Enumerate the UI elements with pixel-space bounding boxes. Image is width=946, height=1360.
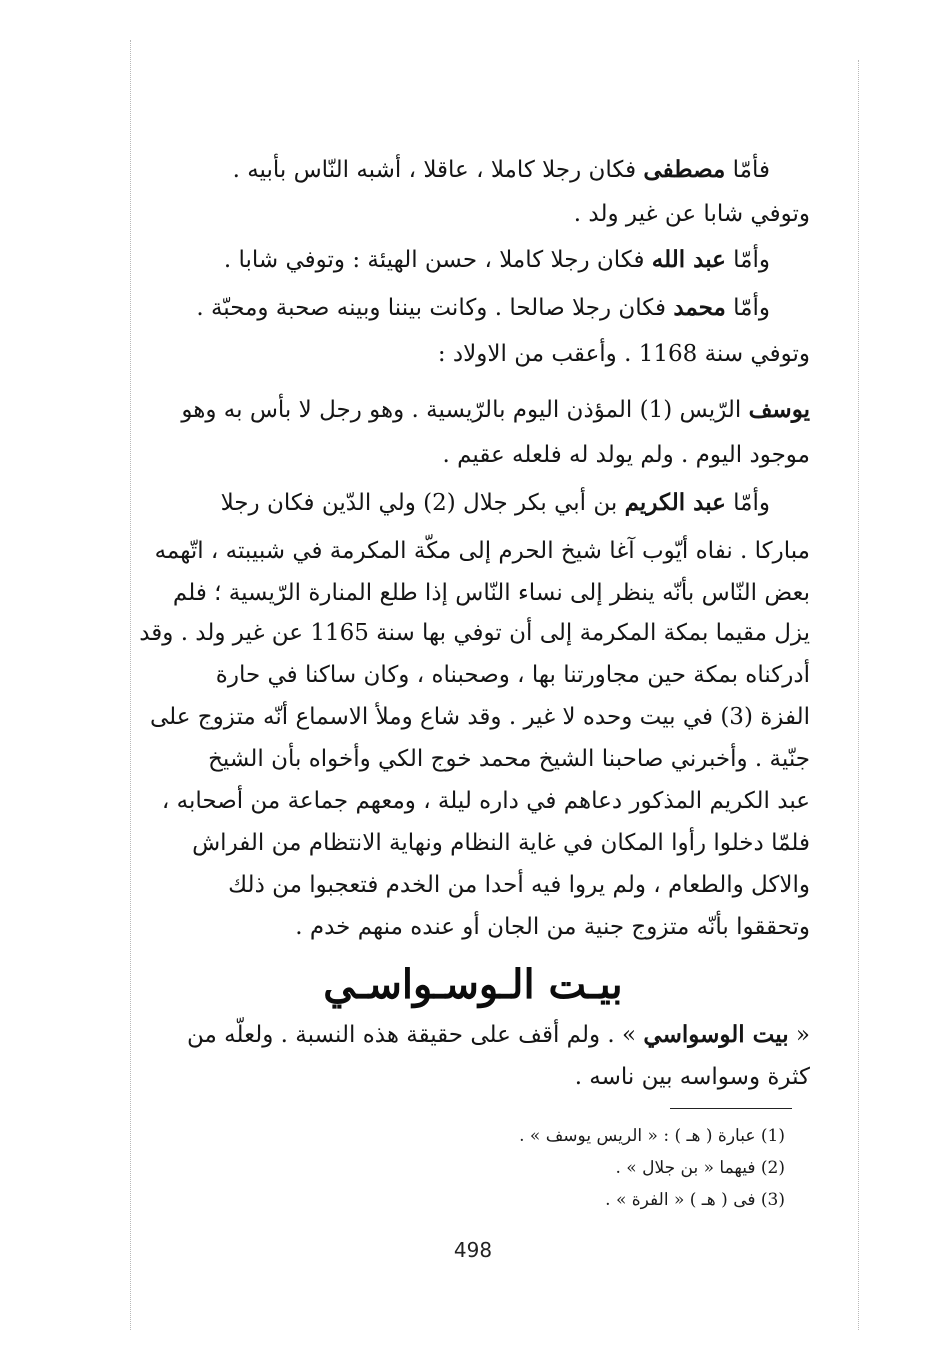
page-number: 498 bbox=[453, 1238, 493, 1262]
line-prefix: وتوفي شابا عن غير ولد . bbox=[573, 201, 810, 227]
footnote: (2) فيهما « بن جلال » . bbox=[615, 1158, 785, 1178]
line-text: كثرة وسواسه بين ناسه . bbox=[574, 1064, 810, 1090]
text-line bbox=[390, 440, 810, 470]
text-line bbox=[140, 488, 770, 518]
person-name: مصطفى bbox=[643, 156, 726, 183]
text-line bbox=[130, 395, 810, 425]
text-line bbox=[190, 245, 770, 275]
line-suffix: بن أبي بكر جلال (2) ولي الدّين فكان رجلا bbox=[220, 490, 625, 516]
footnote: (3) فى ( هـ ) « الفرة » . bbox=[605, 1190, 785, 1210]
text-line bbox=[135, 660, 810, 690]
line-suffix: فكان رجلا كاملا ، عاقلا ، أشبه النّاس بأبيه . bbox=[232, 157, 644, 183]
line-text: جنّية . وأخبرني صاحبنا الشيخ محمد خوج الكي وأخواه بأن الشيخ bbox=[208, 746, 810, 772]
person-name: محمد bbox=[673, 294, 726, 321]
house-name: بيت الوسواسي bbox=[643, 1021, 789, 1048]
text-line bbox=[135, 618, 810, 648]
line-prefix: موجود اليوم . ولم يولد له فلعله عقيم . bbox=[442, 442, 810, 468]
line-prefix: وأمّا bbox=[725, 490, 770, 516]
section-heading: بيـت الـوسـواسـي bbox=[323, 961, 623, 1008]
line-suffix: الرّيس (1) المؤذن اليوم بالرّيسية . وهو رجل لا بأس به وهو bbox=[181, 397, 749, 423]
text-line bbox=[250, 912, 810, 942]
line-text: يزل مقيما بمكة المكرمة إلى أن توفي بها سنة 1165 عن غير ولد . وقد bbox=[139, 620, 810, 646]
person-name: يوسف bbox=[748, 396, 810, 423]
scan-dots-left bbox=[130, 40, 132, 1330]
line-text: أدركناه بمكة حين مجاورتنا بها ، وصحبناه ، وكان ساكنا في حارة bbox=[215, 662, 810, 688]
text-line bbox=[430, 339, 810, 369]
line-suffix: » . ولم أقف على حقيقة هذه النسبة . ولعلّه من bbox=[187, 1022, 644, 1048]
line-prefix: وأمّا bbox=[725, 247, 770, 273]
line-suffix: فكان رجلا صالحا . وكانت بيننا وبينه صحبة ومحبّة . bbox=[196, 295, 674, 321]
line-text: مباركا . نفاه أيّوب آغا شيخ الحرم إلى مكّة المكرمة في شبيبته ، اتّهمه bbox=[154, 538, 810, 564]
line-prefix: وأمّا bbox=[725, 295, 770, 321]
text-line bbox=[135, 536, 810, 566]
line-prefix: « bbox=[788, 1022, 810, 1048]
line-suffix: فكان رجلا كاملا ، حسن الهيئة : وتوفي شابا . bbox=[223, 247, 652, 273]
person-name: عبد الكريم bbox=[624, 489, 726, 516]
line-text: الفزة (3) في بيت وحده لا غير . وقد شاع وملأ الاسماع أنّه متزوج على bbox=[149, 704, 810, 730]
text-line bbox=[540, 199, 810, 229]
text-line bbox=[135, 744, 810, 774]
line-prefix: فأمّا bbox=[725, 157, 770, 183]
footnote-divider bbox=[670, 1108, 792, 1109]
line-prefix: وتوفي سنة 1168 . وأعقب من الاولاد : bbox=[437, 341, 810, 367]
text-line bbox=[135, 578, 810, 608]
text-line bbox=[135, 828, 810, 858]
scan-dots-right bbox=[858, 60, 860, 1330]
text-line bbox=[550, 1062, 810, 1092]
line-text: بعض النّاس بأنّه ينظر إلى نساء النّاس إذا طلع المنارة الرّيسية ؛ فلم bbox=[172, 580, 810, 606]
line-text: فلمّا دخلوا رأوا المكان في غاية النظام ونهاية الانتظام من الفراش bbox=[192, 830, 810, 856]
line-text: والاكل والطعام ، ولم يروا فيه أحدا من الخدم فتعجبوا من ذلك bbox=[228, 872, 810, 898]
person-name: عبد الله bbox=[651, 246, 726, 273]
text-line bbox=[135, 786, 810, 816]
text-line bbox=[140, 293, 770, 323]
line-text: وتحققوا بأنّه متزوج جنية من الجان أو عنده منهم خدم . bbox=[295, 914, 810, 940]
line-text: عبد الكريم المذكور دعاهم في داره ليلة ، ومعهم جماعة من أصحابه ، bbox=[161, 788, 810, 814]
text-line bbox=[135, 870, 810, 900]
text-line bbox=[135, 1020, 810, 1050]
text-line bbox=[135, 702, 810, 732]
footnote: (1) عبارة ( هـ ) : « الريس يوسف » . bbox=[519, 1126, 785, 1146]
text-line bbox=[150, 155, 770, 185]
